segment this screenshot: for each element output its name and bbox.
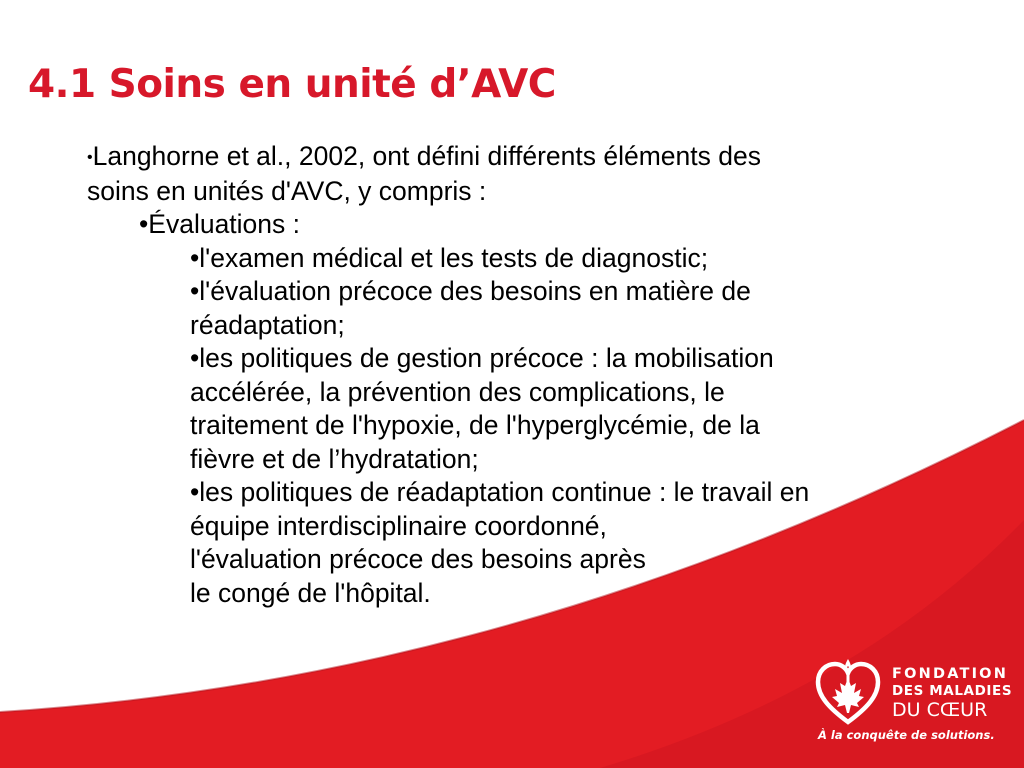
list-item-line: l'évaluation précoce des besoins après (190, 544, 646, 574)
heart-torch-icon (815, 658, 881, 726)
list-item-line: réadaptation; (190, 309, 345, 340)
slide-title: 4.1 Soins en unité d’AVC (28, 62, 556, 107)
bullet: • (190, 477, 200, 507)
list-item (190, 476, 950, 610)
logo-line: DU CŒUR (892, 699, 988, 721)
list-item-line: le congé de l'hôpital. (190, 577, 431, 608)
list-item-line: accélérée, la prévention des complications, le (190, 376, 725, 407)
bullet: • (190, 343, 200, 373)
evaluations-label: Évaluations : (148, 209, 301, 239)
evaluations-heading (139, 208, 939, 242)
intro-paragraph (87, 140, 927, 208)
list-item-line: l'évaluation précoce des besoins en matière de (199, 276, 751, 306)
list-item-line: traitement de l'hypoxie, de l'hyperglycémie, de la (190, 410, 760, 440)
bullet: • (190, 242, 200, 273)
list-item-line: les politiques de gestion précoce : la mobilisation (199, 343, 774, 373)
list-item (190, 342, 950, 476)
list-item-line: l'examen médical et les tests de diagnostic; (199, 242, 709, 273)
logo-tagline: À la conquête de solutions. (818, 728, 995, 742)
slide-body (0, 140, 1024, 610)
logo-line: DES MALADIES (892, 683, 1013, 699)
foundation-name (892, 666, 1012, 721)
list-item-line: les politiques de réadaptation continue : le travail en (199, 477, 810, 507)
bullet: • (139, 209, 149, 239)
bullet: • (87, 149, 93, 166)
list-item (190, 275, 950, 342)
list-item-line: fièvre et de l’hydratation; (190, 443, 479, 474)
intro-line: soins en unités d'AVC, y compris : (87, 175, 487, 206)
logo-line: FONDATION (892, 666, 1009, 682)
list-item (190, 242, 950, 276)
foundation-logo (812, 656, 1012, 752)
list-item-line: équipe interdisciplinaire coordonné, (190, 510, 607, 541)
bullet: • (190, 276, 200, 306)
intro-line: Langhorne et al., 2002, ont défini différents éléments des (92, 141, 761, 171)
